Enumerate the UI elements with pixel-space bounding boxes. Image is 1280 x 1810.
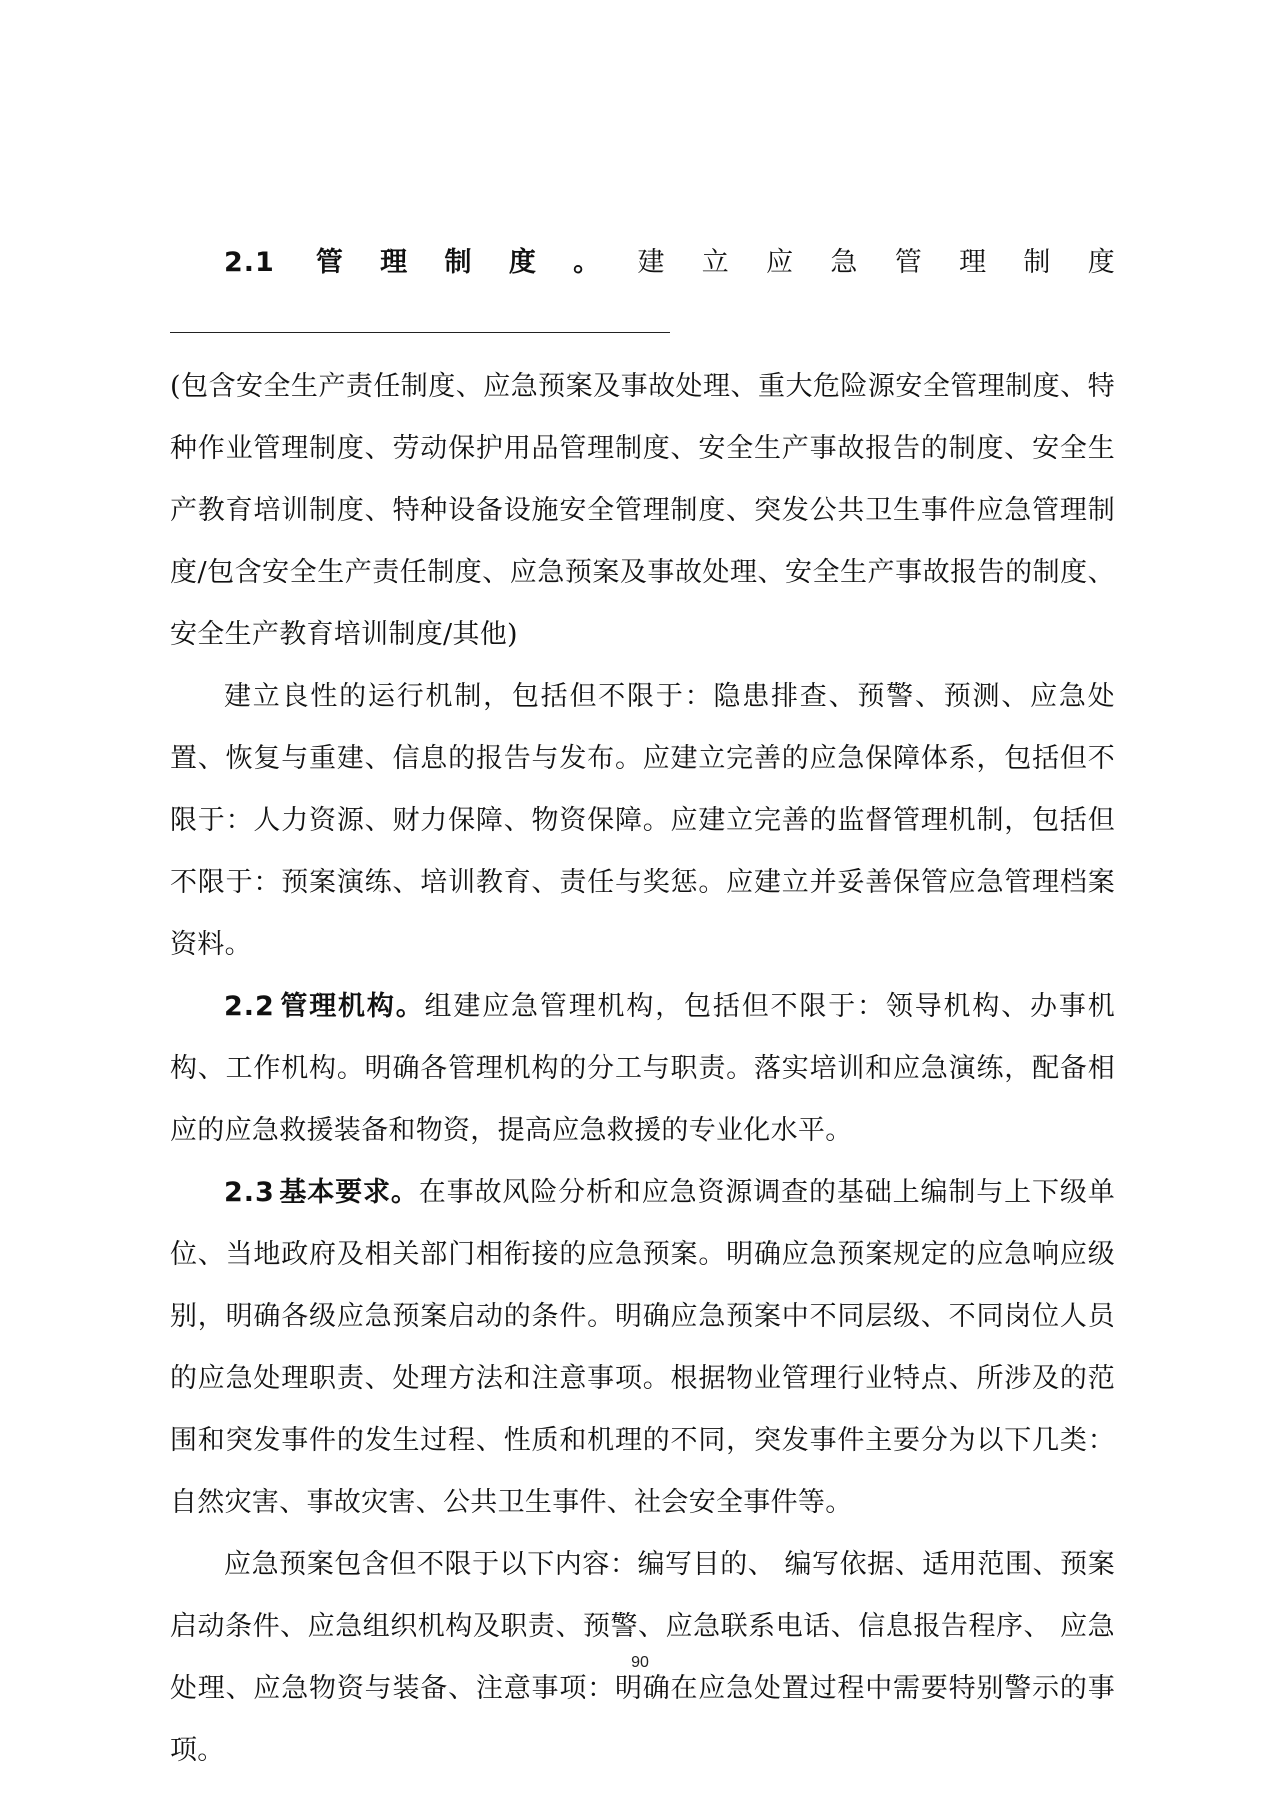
section-2-3-paragraph <box>170 1162 1115 1534</box>
section-heading: 管理机构。 <box>278 991 425 1022</box>
section-2-1-body-paragraph: 建立良性的运行机制，包括但不限于：隐患排查、预警、预测、应急处置、恢复与重建、信息的报告与发布。应建立完善的应急保障体系，包括但不限于：人力资源、财力保障、物资保障。应建立完善的监督管理机制，包括但不限于：预案演练、培训教育、责任与奖惩。应建立并妥善保管应急管理档案资料。 <box>170 681 1115 960</box>
section-body-text: 组建应急管理机构，包括但不限于：领导机构、办事机构、工作机构。明确各管理机构的分工与职责。落实培训和应急演练，配备相应的应急救援装备和物资，提高应急救援的专业化水平。 <box>170 991 1116 1146</box>
section-2-3-contents-paragraph: 应急预案包含但不限于以下内容：编写目的、 编写依据、适用范围、预案启动条件、应急组织机构及职责、预警、应急联系电话、信息报告程序、 应急处理、应急物资与装备、注意事项：明确在应急处置过程中需要特别警示的事项。 <box>170 1549 1115 1766</box>
section-heading: 基本要求。 <box>278 1177 419 1208</box>
section-2-1-options-paragraph: (包含安全生产责任制度、应急预案及事故处理、重大危险源安全管理制度、特种作业管理制度、劳动保护用品管理制度、安全生产事故报告的制度、安全生产教育培训制度、特种设备设施安全管理制度、突发公共卫生事件应急管理制度/包含安全生产责任制度、应急预案及事故处理、安全生产事故报告的制度、安全生产教育培训制度/其他) <box>170 371 1115 650</box>
section-2-1-heading-paragraph <box>170 232 1115 356</box>
document-body <box>170 232 1115 1782</box>
section-heading: 管理制度。 <box>278 247 638 278</box>
section-body-text: 在事故风险分析和应急资源调查的基础上编制与上下级单位、当地政府及相关部门相衔接的应急预案。明确应急预案规定的应急响应级别，明确各级应急预案启动的条件。明确应急预案中不同层级、不同岗位人员的应急处理职责、处理方法和注意事项。根据物业管理行业特点、所涉及的范围和突发事件的发生过程、性质和机理的不同，突发事件主要分为以下几类：自然灾害、事故灾害、公共卫生事件、社会安全事件等。 <box>170 1177 1116 1518</box>
section-lead-text: 建立应急管理制度 <box>637 247 1116 278</box>
section-number: 2.3 <box>224 1177 275 1208</box>
fill-in-blank-line <box>170 302 670 333</box>
page-number: 90 <box>631 1654 649 1671</box>
section-2-2-paragraph <box>170 976 1115 1162</box>
section-number: 2.1 <box>224 247 275 278</box>
section-number: 2.2 <box>224 991 275 1022</box>
